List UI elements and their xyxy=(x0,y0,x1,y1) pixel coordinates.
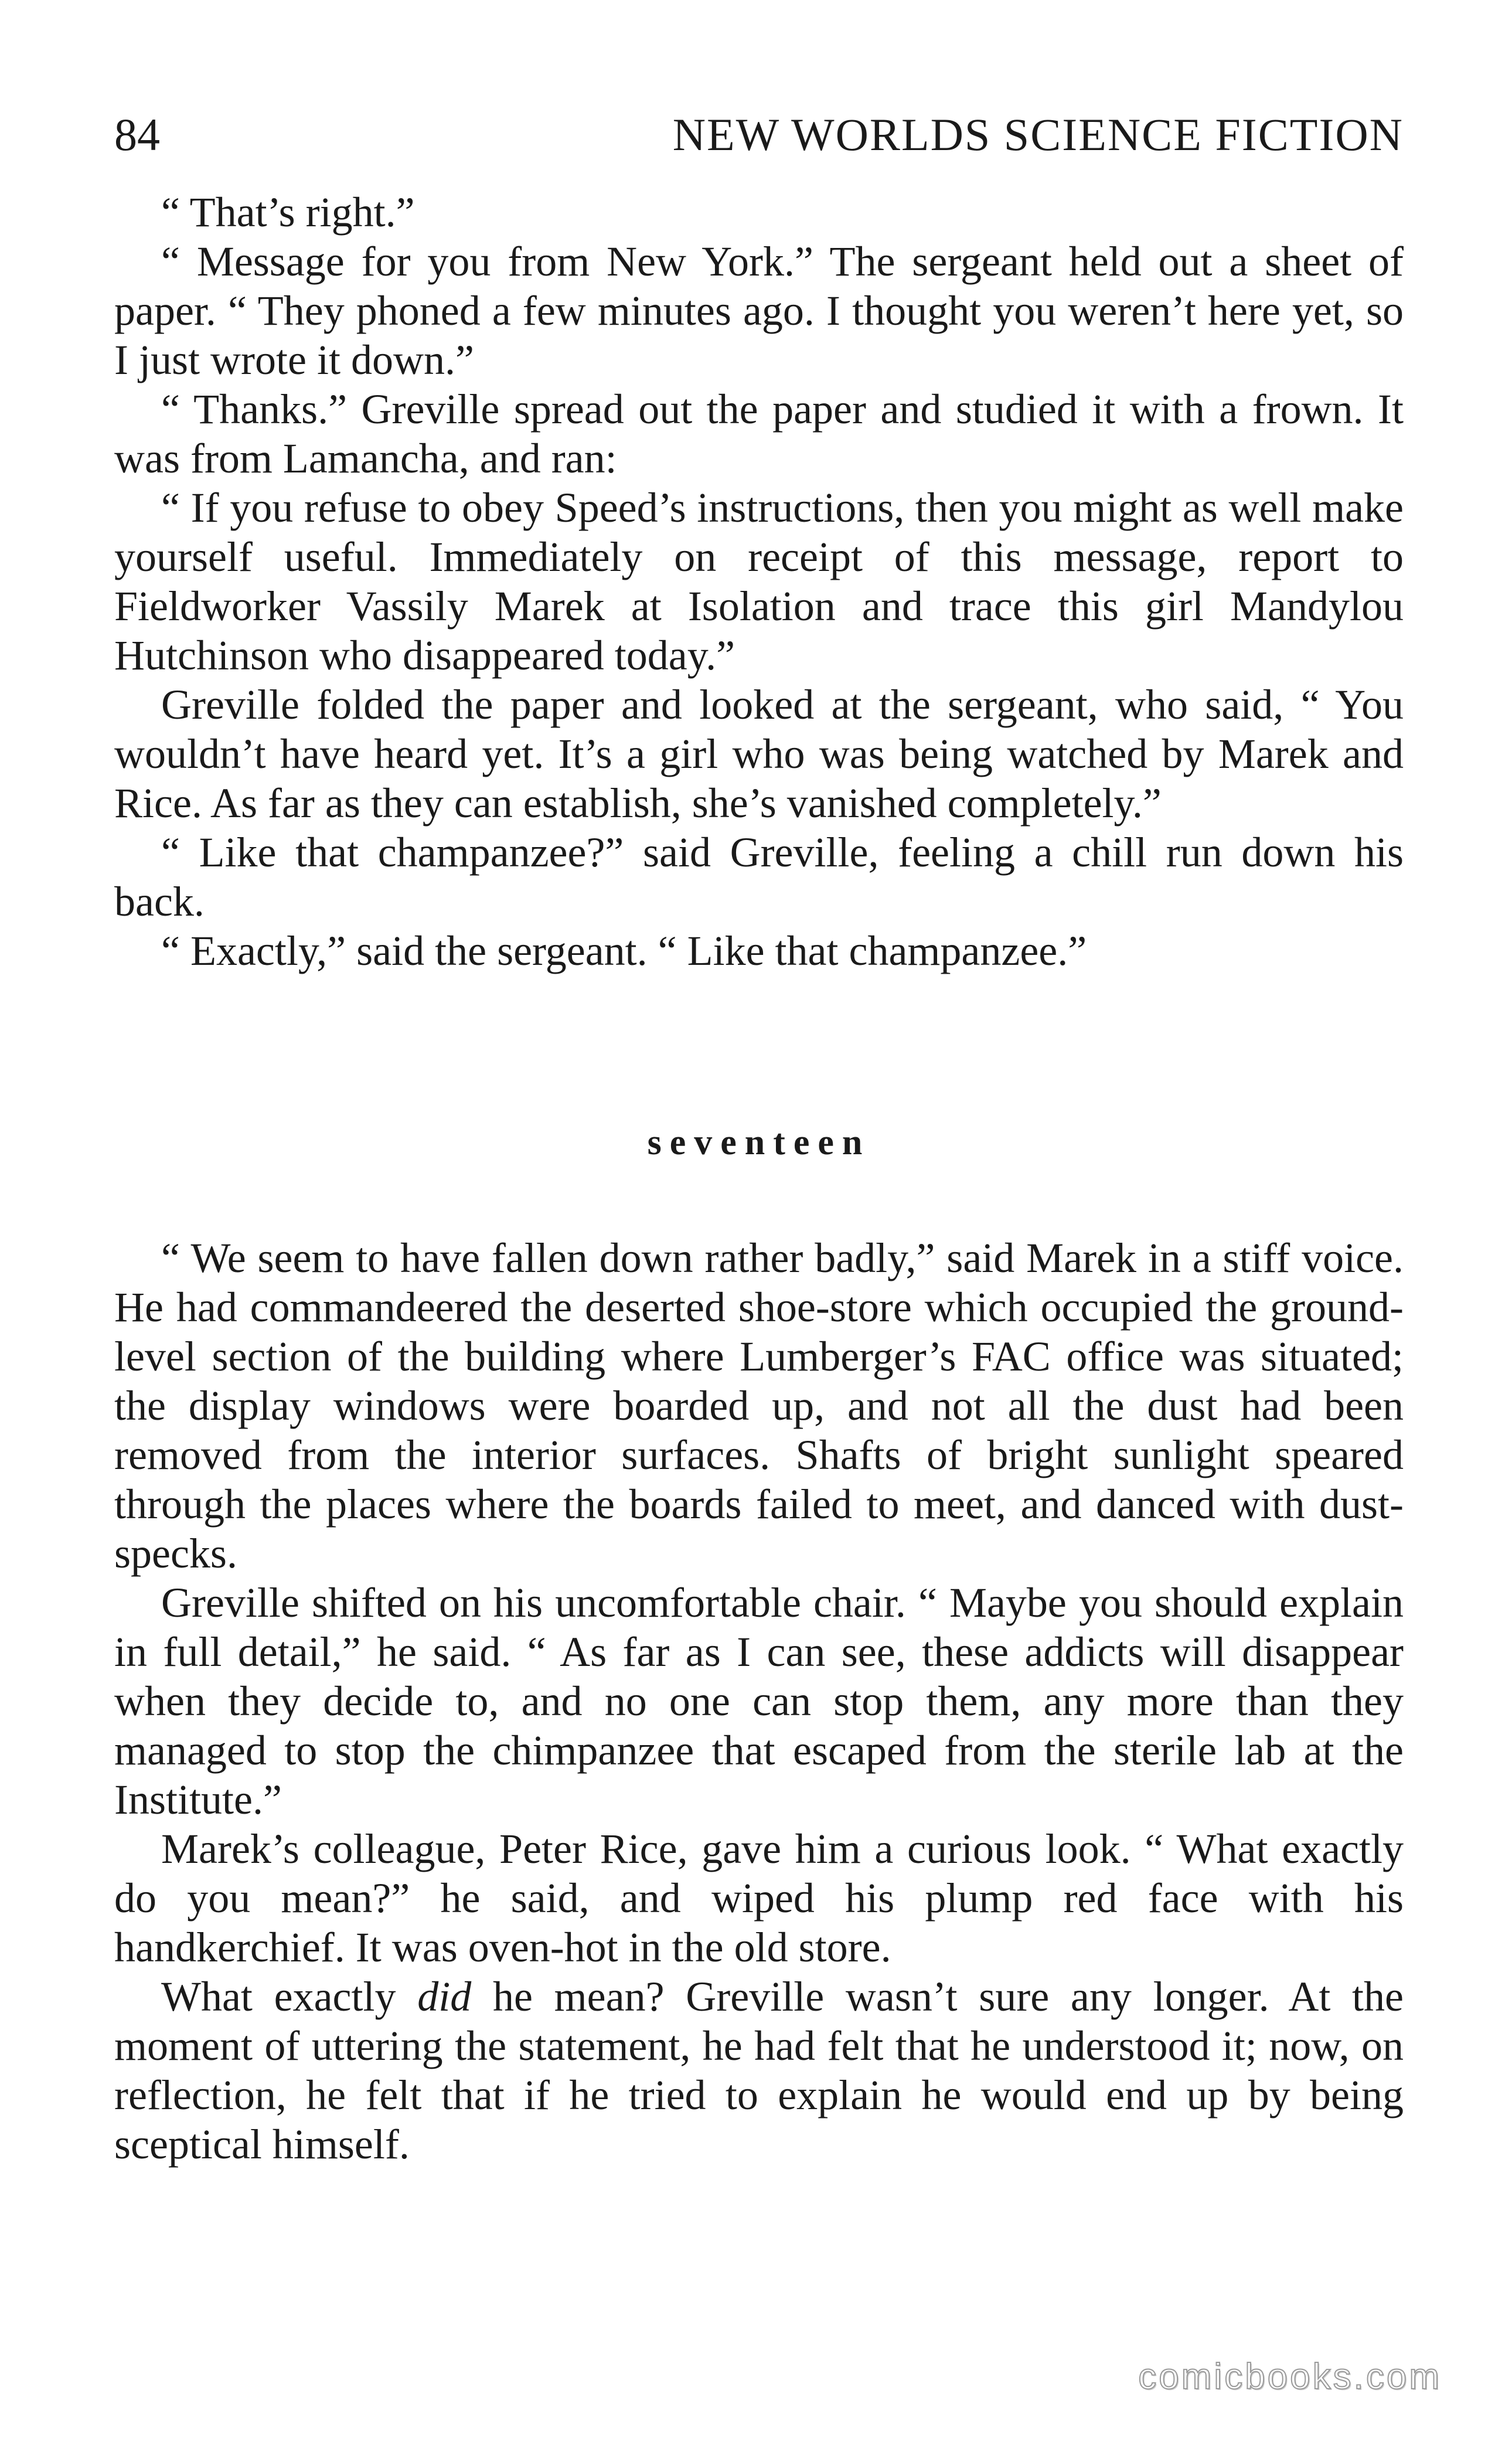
paragraph xyxy=(114,1972,1404,2169)
paragraph: “ Thanks.” Greville spread out the paper and studied it with a frown. It was from Lamancha, and ran: xyxy=(114,386,1404,482)
paragraph: Marek’s colleague, Peter Rice, gave him a curious look. “ What exactly do you mean?” he said, and wiped his plump red face with his handkerchief. It was oven-hot in the old store. xyxy=(114,1825,1404,1971)
page-number: 84 xyxy=(114,109,160,160)
paragraph: “ Like that champanzee?” said Greville, feeling a chill run down his back. xyxy=(114,829,1404,925)
italic-emphasis: did xyxy=(417,1973,472,2020)
paragraph: “ We seem to have fallen down rather badly,” said Marek in a stiff voice. He had commandeered the deserted shoe-store which occupied the ground-level section of the building where Lumberger’s FAC office was situated; the display windows were boarded up, and not all the dust had been removed from the interior surfaces. Shafts of bright sunlight speared through the places where the boards failed to meet, and danced with dust-specks. xyxy=(114,1235,1404,1577)
text-run: What exactly xyxy=(161,1973,418,2020)
paragraph: “ If you refuse to obey Speed’s instructions, then you might as well make yourself useful. Immediately on receipt of this message, report to Fieldworker Vassily Marek at Isolation and trace this girl Mandylou Hutchinson who disappeared today.” xyxy=(114,484,1404,679)
chapter-heading: seventeen xyxy=(647,1123,871,1162)
page-header xyxy=(114,108,1404,161)
book-page xyxy=(114,108,1404,2169)
paragraph: “ That’s right.” xyxy=(161,189,415,236)
text-run: he mean? Greville wasn’t sure any longer. At the moment of uttering the statement, he had felt that he understood it; now, on reflection, he felt that if he tried to explain he would end up by being sceptical himself. xyxy=(114,1973,1404,2168)
paragraph: Greville folded the paper and looked at the sergeant, who said, “ You wouldn’t have heard yet. It’s a girl who was being watched by Marek and Rice. As far as they can establish, she’s vanished completely.” xyxy=(114,681,1404,827)
paragraph: “ Message for you from New York.” The sergeant held out a sheet of paper. “ They phoned a few minutes ago. I thought you weren’t here yet, so I just wrote it down.” xyxy=(114,238,1404,383)
paragraph: Greville shifted on his uncomfortable chair. “ Maybe you should explain in full detail,” he said. “ As far as I can see, these addicts will disappear when they decide to, and no one can stop them, any more than they managed to stop the chimpanzee that escaped from the sterile lab at the Institute.” xyxy=(114,1579,1404,1823)
running-title: NEW WORLDS SCIENCE FICTION xyxy=(672,109,1404,160)
paragraph: “ Exactly,” said the sergeant. “ Like that champanzee.” xyxy=(161,927,1087,974)
watermark: comicbooks.com xyxy=(1138,2356,1442,2397)
